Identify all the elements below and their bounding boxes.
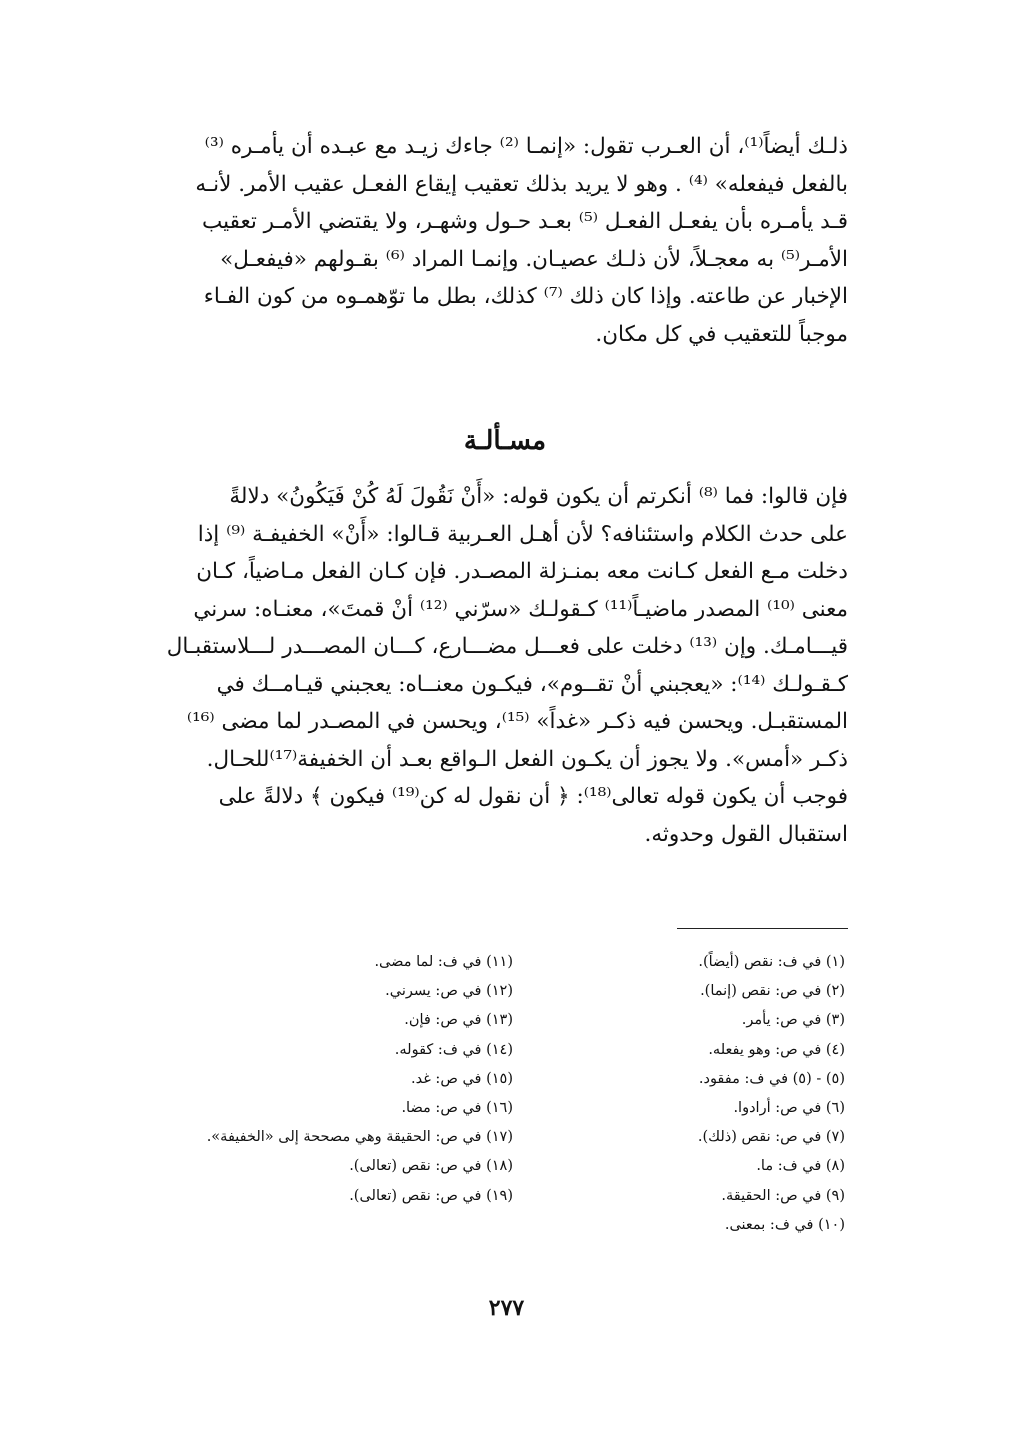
text-line: بالفعل فيفعله» ⁽⁴⁾ . وهو لا يريد بذلك تعقيب إيقاع الفعـل عقيب الأمر. لأنـه <box>195 171 848 197</box>
footnote: (١٩) في ص: نقص (تعالى). <box>349 1187 513 1204</box>
footnotes-column-right <box>595 948 845 1240</box>
text-line: دخلت مـع الفعل كـانت معه بمنـزلة المصـدر. فإن كـان الفعل مـاضياً، كـان <box>196 559 848 584</box>
footnote: (٩) في ص: الحقيقة. <box>721 1187 845 1204</box>
footnote: (١١) في ف: لما مضى. <box>374 954 513 970</box>
text-line: استقبال القول وحدوثه. <box>644 821 848 847</box>
text-line: على حدث الكلام واستئنافه؟ لأن أهـل العـربية قـالوا: «أَنْ» الخفيفـة ⁽⁹⁾ إذا <box>197 521 848 547</box>
body-paragraph-1 <box>162 128 848 353</box>
footnote: (٥) - (٥) في ف: مفقود. <box>698 1070 845 1087</box>
body-paragraph-2 <box>162 478 848 853</box>
footnote: (٧) في ص: نقص (ذلك). <box>697 1129 845 1146</box>
footnote: (٤) في ص: وهو يفعله. <box>708 1041 845 1058</box>
text-line: فوجب أن يكون قوله تعالى⁽¹⁸⁾: ﴿ أن نقول له كن⁽¹⁹⁾ فيكون ﴾ دلالةً على <box>218 784 848 809</box>
footnote-divider <box>677 928 848 929</box>
page-number: ٢٧٧ <box>488 1295 525 1321</box>
text-line: معنى ⁽¹⁰⁾ المصدر ماضيـاً⁽¹¹⁾ كـقولـك «سرّني ⁽¹²⁾ أنْ قمتَ»، معنـاه: سرني <box>193 596 848 622</box>
footnote: (٦) في ص: أرادوا. <box>733 1100 845 1117</box>
footnote: (١٥) في ص: غد. <box>411 1070 513 1087</box>
footnotes-column-left <box>153 948 513 1211</box>
text-line: فإن قالوا: فما ⁽⁸⁾ أنكرتم أن يكون قوله: «أَنْ نَقُولَ لَهُ كُنْ فَيَكُونُ» دلالةً <box>229 484 848 509</box>
text-line: الأمـر⁽⁵⁾ به معجـلاً، لأن ذلـك عصيـان. وإنمـا المراد ⁽⁶⁾ بقـولهم «فيفعـل» <box>220 246 848 272</box>
footnote: (١٠) في ف: بمعنى. <box>724 1216 845 1233</box>
text-line: الإخبار عن طاعته. وإذا كان ذلك ⁽⁷⁾ كذلك، بطل ما توّهمـوه من كون الفـاء <box>203 284 848 309</box>
section-heading: مسـألـة <box>463 426 547 456</box>
footnote: (٣) في ص: يأمر. <box>741 1012 845 1029</box>
footnote: (١٦) في ص: مضا. <box>401 1100 513 1117</box>
footnote: (٢) في ص: نقص (إنما). <box>700 983 845 1000</box>
footnote: (١) في ف: نقص (أيضاً). <box>698 954 845 970</box>
text-line: المستقبـل. ويحسن فيه ذكـر «غداً» ⁽¹⁵⁾، ويحسن في المصـدر لما مضى ⁽¹⁶⁾ <box>186 709 848 734</box>
text-line: ذكـر «أمس». ولا يجوز أن يكـون الفعل الـواقع بعـد أن الخفيفة⁽¹⁷⁾للحـال. <box>206 746 848 772</box>
text-line: كـقـولـك ⁽¹⁴⁾: «يعجبني أنْ تقــوم»، فيكـون معنــاه: يعجبني قيـامــك في <box>216 671 848 697</box>
footnote: (٨) في ف: ما. <box>756 1158 845 1175</box>
footnote: (١٨) في ص: نقص (تعالى). <box>349 1158 513 1175</box>
footnote: (١٧) في ص: الحقيقة وهي مصححة إلى «الخفيفة». <box>206 1129 513 1146</box>
text-line: قيـــامـك. وإن ⁽¹³⁾ دخلت على فعـــل مضـــارع، كـــان المصـــدر لـــلاستقبـال <box>166 634 848 659</box>
footnote: (١٣) في ص: فإن. <box>404 1012 513 1029</box>
footnote: (١٤) في ف: كقوله. <box>394 1041 513 1058</box>
text-line: موجباً للتعقيب في كل مكان. <box>595 321 848 347</box>
footnote: (١٢) في ص: يسرني. <box>385 983 513 1000</box>
text-line: ذلـك أيضاً⁽¹⁾، أن العـرب تقول: «إنمـا ⁽²⁾ جاءك زيـد مع عبـده أن يأمـره ⁽³⁾ <box>204 134 848 159</box>
text-line: قـد يأمـره بأن يفعـل الفعـل ⁽⁵⁾ بعـد حـول وشهـر، ولا يقتضي الأمـر تعقيب <box>202 209 848 234</box>
